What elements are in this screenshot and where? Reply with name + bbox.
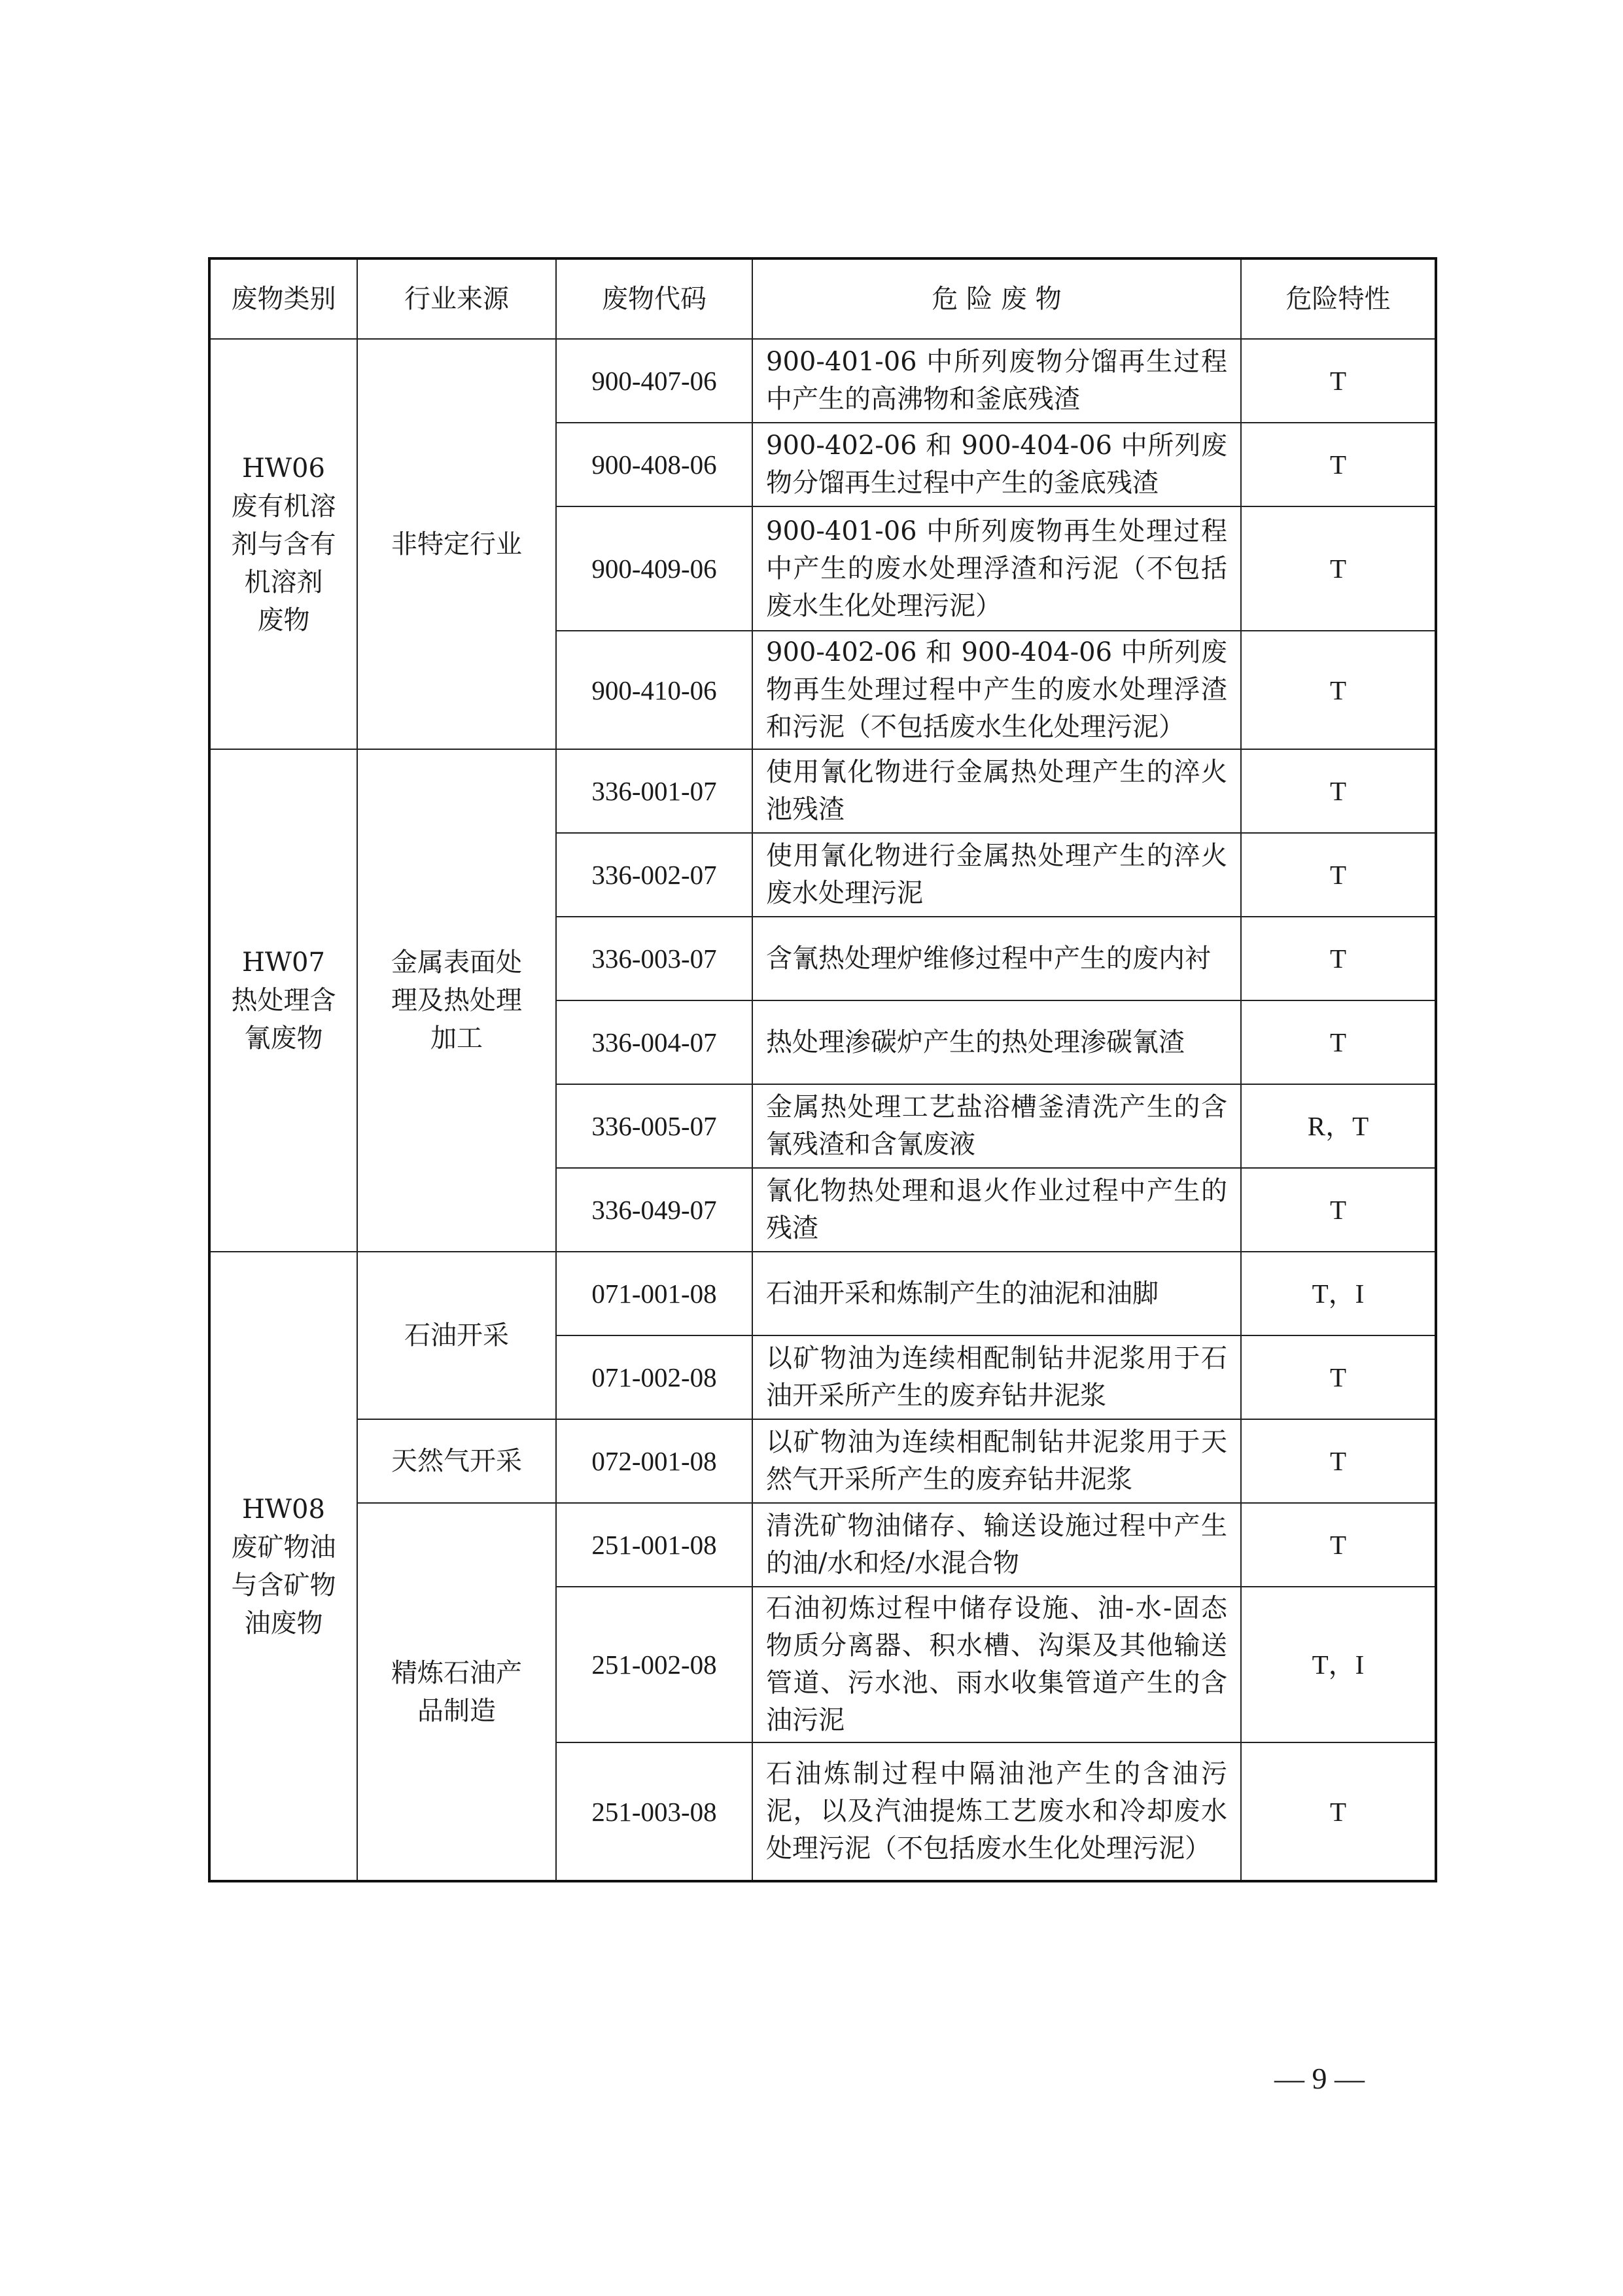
waste-description-cell: 氰化物热处理和退火作业过程中产生的残渣	[752, 1168, 1241, 1252]
waste-code-cell: 071-002-08	[556, 1335, 752, 1419]
waste-description-cell: 以矿物油为连续相配制钻井泥浆用于石油开采所产生的废弃钻井泥浆	[752, 1335, 1241, 1419]
industry-source-cell	[357, 1419, 556, 1503]
waste-category-line: 废有机溶	[231, 491, 336, 521]
waste-category-line: 废物	[257, 605, 310, 635]
industry-source-line: 品制造	[417, 1695, 496, 1726]
hazard-property-cell: T	[1241, 506, 1436, 631]
industry-source-line: 精炼石油产	[391, 1657, 522, 1688]
waste-code-cell: 336-002-07	[556, 833, 752, 917]
waste-code-cell: 251-001-08	[556, 1503, 752, 1587]
hazard-property-cell: T	[1241, 423, 1436, 506]
industry-source-cell	[357, 749, 556, 1252]
table-row	[209, 1252, 1436, 1335]
waste-code-cell: 336-001-07	[556, 749, 752, 833]
waste-description-cell: 含氰热处理炉维修过程中产生的废内衬	[752, 917, 1241, 1000]
waste-code-cell: 336-049-07	[556, 1168, 752, 1252]
hazard-property-cell: T	[1241, 749, 1436, 833]
waste-code-cell: 071-001-08	[556, 1252, 752, 1335]
hazard-property-cell: T	[1241, 1419, 1436, 1503]
industry-source-line: 加工	[430, 1023, 483, 1053]
waste-description-cell: 900-402-06 和 900-404-06 中所列废物再生处理过程中产生的废水处理浮渣和污泥（不包括废水生化处理污泥）	[752, 631, 1241, 749]
waste-category-line: 剂与含有	[231, 529, 336, 559]
header-waste-code: 废物代码	[556, 258, 752, 339]
hazard-property-cell: T	[1241, 833, 1436, 917]
waste-table-container	[208, 257, 1435, 1882]
waste-category-line: HW07	[242, 947, 325, 978]
waste-code-cell: 900-407-06	[556, 339, 752, 423]
table-body	[209, 339, 1436, 1881]
waste-code-cell: 336-005-07	[556, 1084, 752, 1168]
waste-category-cell	[209, 339, 357, 749]
waste-code-cell: 251-003-08	[556, 1742, 752, 1881]
industry-source-line: 石油开采	[404, 1320, 509, 1351]
waste-category-line: 与含矿物	[231, 1570, 336, 1600]
header-waste-category: 废物类别	[209, 258, 357, 339]
waste-description-cell: 石油开采和炼制产生的油泥和油脚	[752, 1252, 1241, 1335]
waste-category-line: HW06	[242, 453, 325, 484]
industry-source-line: 理及热处理	[391, 985, 522, 1016]
hazard-property-cell: T	[1241, 1168, 1436, 1252]
industry-source-line: 天然气开采	[391, 1446, 522, 1476]
hazard-property-cell: R，T	[1241, 1084, 1436, 1168]
waste-code-cell: 336-003-07	[556, 917, 752, 1000]
waste-description-cell: 以矿物油为连续相配制钻井泥浆用于天然气开采所产生的废弃钻井泥浆	[752, 1419, 1241, 1503]
hazard-property-cell: T，I	[1241, 1587, 1436, 1742]
hazardous-waste-table	[208, 257, 1437, 1882]
waste-description-cell: 900-401-06 中所列废物分馏再生过程中产生的高沸物和釜底残渣	[752, 339, 1241, 423]
waste-category-line: 热处理含	[231, 985, 336, 1016]
header-industry-source: 行业来源	[357, 258, 556, 339]
industry-source-cell	[357, 1252, 556, 1419]
waste-description-cell: 石油炼制过程中隔油池产生的含油污泥，以及汽油提炼工艺废水和冷却废水处理污泥（不包括废水生化处理污泥）	[752, 1742, 1241, 1881]
waste-category-line: 机溶剂	[244, 567, 323, 597]
industry-source-cell	[357, 1503, 556, 1881]
waste-code-cell: 251-002-08	[556, 1587, 752, 1742]
waste-description-cell: 900-402-06 和 900-404-06 中所列废物分馏再生过程中产生的釜底残渣	[752, 423, 1241, 506]
page-number: — 9 —	[1274, 2062, 1365, 2095]
waste-description-cell: 热处理渗碳炉产生的热处理渗碳氰渣	[752, 1000, 1241, 1084]
waste-code-cell: 900-410-06	[556, 631, 752, 749]
waste-category-line: 废矿物油	[231, 1532, 336, 1563]
waste-category-cell	[209, 1252, 357, 1881]
waste-category-line: HW08	[242, 1494, 325, 1525]
hazard-property-cell: T	[1241, 1503, 1436, 1587]
waste-category-line: 油废物	[244, 1608, 323, 1638]
industry-source-line: 金属表面处	[391, 947, 522, 978]
header-hazard-property: 危险特性	[1241, 258, 1436, 339]
waste-description-cell: 石油初炼过程中储存设施、油-水-固态物质分离器、积水槽、沟渠及其他输送管道、污水池、雨水收集管道产生的含油污泥	[752, 1587, 1241, 1742]
hazard-property-cell: T	[1241, 917, 1436, 1000]
waste-code-cell: 900-408-06	[556, 423, 752, 506]
industry-source-line: 非特定行业	[391, 529, 522, 559]
waste-description-cell: 使用氰化物进行金属热处理产生的淬火池残渣	[752, 749, 1241, 833]
waste-description-cell: 使用氰化物进行金属热处理产生的淬火废水处理污泥	[752, 833, 1241, 917]
table-header-row	[209, 258, 1436, 339]
header-hazardous-waste: 危 险 废 物	[752, 258, 1241, 339]
hazard-property-cell: T，I	[1241, 1252, 1436, 1335]
waste-description-cell: 900-401-06 中所列废物再生处理过程中产生的废水处理浮渣和污泥（不包括废水生化处理污泥）	[752, 506, 1241, 631]
hazard-property-cell: T	[1241, 339, 1436, 423]
table-row	[209, 1503, 1436, 1587]
waste-category-line: 氰废物	[244, 1023, 323, 1053]
table-row	[209, 339, 1436, 423]
waste-code-cell: 900-409-06	[556, 506, 752, 631]
table-row	[209, 1419, 1436, 1503]
industry-source-cell	[357, 339, 556, 749]
table-row	[209, 749, 1436, 833]
hazard-property-cell: T	[1241, 1335, 1436, 1419]
waste-description-cell: 清洗矿物油储存、输送设施过程中产生的油/水和烃/水混合物	[752, 1503, 1241, 1587]
hazard-property-cell: T	[1241, 631, 1436, 749]
hazard-property-cell: T	[1241, 1000, 1436, 1084]
waste-description-cell: 金属热处理工艺盐浴槽釜清洗产生的含氰残渣和含氰废液	[752, 1084, 1241, 1168]
waste-category-cell	[209, 749, 357, 1252]
waste-code-cell: 336-004-07	[556, 1000, 752, 1084]
hazard-property-cell: T	[1241, 1742, 1436, 1881]
waste-code-cell: 072-001-08	[556, 1419, 752, 1503]
